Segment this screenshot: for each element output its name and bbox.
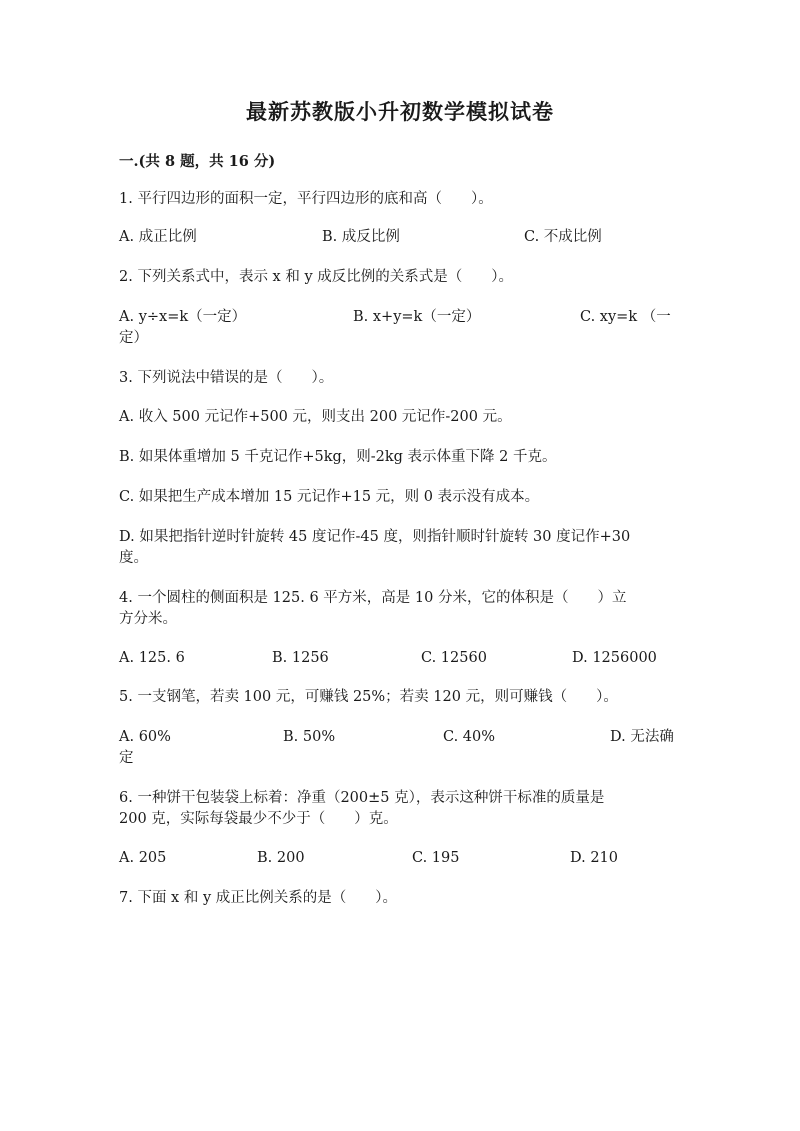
- question-4-stem-wrap: 方分米。: [119, 611, 177, 627]
- question-1-option-b: B. 成反比例: [322, 229, 400, 245]
- question-3-option-c: C. 如果把生产成本增加 15 元记作+15 元，则 0 表示没有成本。: [119, 489, 540, 505]
- question-7-stem: 7. 下面 x 和 y 成正比例关系的是（ ）。: [119, 890, 397, 906]
- question-4-option-c: C. 12560: [421, 650, 487, 666]
- question-4-option-a: A. 125. 6: [119, 650, 185, 666]
- question-6-option-b: B. 200: [257, 850, 305, 866]
- question-6-stem: 6. 一种饼干包装袋上标着：净重（200±5 克），表示这种饼干标准的质量是: [119, 790, 605, 806]
- question-2-stem: 2. 下列关系式中，表示 x 和 y 成反比例的关系式是（ ）。: [119, 269, 513, 285]
- question-1-stem: 1. 平行四边形的面积一定，平行四边形的底和高（ ）。: [119, 191, 493, 207]
- question-6-option-c: C. 195: [412, 850, 460, 866]
- question-6-option-d: D. 210: [570, 850, 619, 866]
- question-3-option-b: B. 如果体重增加 5 千克记作+5kg，则-2kg 表示体重下降 2 千克。: [119, 449, 557, 465]
- question-6-option-a: A. 205: [119, 850, 167, 866]
- question-3-option-d-wrap: 度。: [119, 550, 148, 566]
- question-2-option-c: C. xy=k （一: [580, 309, 671, 325]
- question-3-option-d: D. 如果把指针逆时针旋转 45 度记作-45 度，则指针顺时针旋转 30 度记作+30: [119, 529, 631, 545]
- section-header: 一.(共 8 题，共 16 分): [119, 153, 276, 170]
- question-5-stem: 5. 一支钢笔，若卖 100 元，可赚钱 25%；若卖 120 元，则可赚钱（ ）。: [119, 689, 618, 705]
- question-2-option-b: B. x+y=k（一定）: [353, 309, 481, 325]
- question-5-option-b: B. 50%: [283, 729, 336, 745]
- page-title: 最新苏教版小升初数学模拟试卷: [246, 99, 554, 124]
- question-2-option-c-wrap: 定）: [119, 330, 148, 346]
- question-3-stem: 3. 下列说法中错误的是（ ）。: [119, 370, 334, 386]
- question-2-option-a: A. y÷x=k（一定）: [119, 309, 247, 325]
- question-1-option-a: A. 成正比例: [119, 229, 197, 245]
- question-5-option-d-wrap: 定: [119, 750, 134, 766]
- question-4-option-d: D. 1256000: [572, 650, 657, 666]
- question-3-option-a: A. 收入 500 元记作+500 元，则支出 200 元记作-200 元。: [119, 409, 512, 425]
- question-4-option-b: B. 1256: [272, 650, 329, 666]
- question-1-option-c: C. 不成比例: [524, 229, 602, 245]
- question-4-stem: 4. 一个圆柱的侧面积是 125. 6 平方米，高是 10 分米，它的体积是（ ）立: [119, 590, 627, 606]
- question-5-option-c: C. 40%: [443, 729, 496, 745]
- question-5-option-d: D. 无法确: [610, 729, 674, 745]
- question-5-option-a: A. 60%: [119, 729, 171, 745]
- question-6-stem-wrap: 200 克，实际每袋最少不少于（ ）克。: [119, 811, 398, 827]
